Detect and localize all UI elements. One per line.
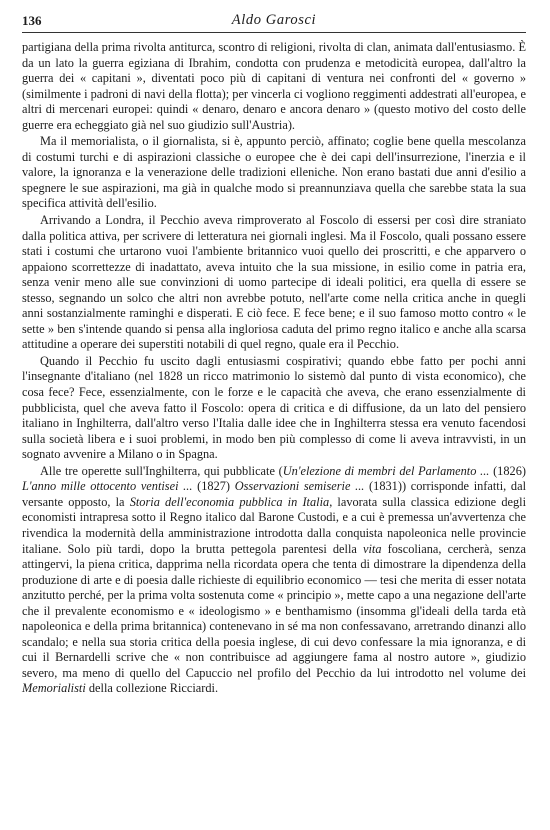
page-number: 136 [22,13,42,28]
text-run: (1827) [192,479,235,494]
work-title-storia-economia: Storia dell'economia pubblica in Italia [129,494,330,509]
page-header [22,12,526,33]
book-page [22,12,526,697]
text-run: Alle tre operette sull'Inghilterra, qui pubblicate ( [40,463,283,478]
work-title-memorialisti: Memorialisti [22,681,86,696]
text-run: , lavorata sulla classica edizione degli economisti intrapresa sotto il Regno italico dal Barone Custodi, e a cui è premessa un'avvertenza che rivendica la modernità della amministrazione introdotta dalla conquista napoleonica nelle provincie italiane. Solo più tardi, dopo la brutta pettegola parentesi della [22,494,527,556]
paragraph-3: Arrivando a Londra, il Pecchio aveva rimproverato al Foscolo di essersi per così dire straniato dalla politica attiva, per scrivere di letteratura nei giornali inglesi. Ma il Foscolo, quali possano essere stati i costumi che urtarono vuoi l'ambiente britannico vuoi quello dei proscritti, e che apparvero o appaiono scorrettezze di inadattato, aveva intuito che la sua missione, in esilio come in patria era, senza venir meno alle sue convinzioni di uomo partecipe di ideali politici, era quella di essere se stesso, segnando un solco che altri non avrebbe potuto, nell'arte come nella critica anche in quegli anni sostanzialmente raminghi e disperati. E ciò fece. E fece bene; e il suo famoso motto contro « le sette » ben s'intende quando si pensa alla ingloriosa caduta del primo regno italico e anche alla scarsa attitudine a operare dei superstiti notabili di quel regno, quale era il Pecchio. [22,213,526,352]
text-run: (1826) [489,463,526,478]
work-title-anno-mille: L'anno mille ottocento ventisei ... [22,479,193,494]
work-title-osservazioni: Osservazioni semiserie ... [234,479,365,494]
running-head-author: Aldo Garosci [231,12,317,28]
paragraph-4: Quando il Pecchio fu uscito dagli entusiasmi cospirativi; quando ebbe fatto per pochi anni l'insegnante d'italiano (nel 1828 un ricco matrimonio lo sistemò dal punto di vista economico), che cosa fece? Fece, essenzialmente, con le forze e le capacità che aveva, che erano essenzialmente di pubblicista, quel che aveva fatto il Foscolo: opera di critica e di diffusione, da un lato del pensiero italiano in Inghilterra, dall'altro verso l'Italia dalle idee che in Inghilterra stessa era venuto facendosi sulla società libera e i suoi problemi, in modo ben più complesso di come li aveva intravvisti, in un sognato avvenire a Milano o in Spagna. [22,353,526,462]
paragraph-1: partigiana della prima rivolta antiturca, scontro di religioni, rivolta di clan, animata dall'entusiasmo. È da un lato la guerra egiziana di Ibrahim, condotta con prudenza e metodicità europea, dall'altro la guerra dei « capitani », diventati poco più di capitani di ventura nei confronti del « governo » (similmente i padroni di navi della flotta); per vincerla ci vogliono reggimenti addestrati all'europea, e altri di mercenari europei: quindi « denaro, denaro e ancora denaro » (questo motivo del costo delle guerre era echeggiato già nel suo giudizio sull'Austria). [22,40,526,132]
text-run: della collezione Ricciardi. [85,681,219,696]
body-text [22,40,526,697]
work-title-elezione: Un'elezione di membri del Parlamento ... [282,463,490,478]
paragraph-2: Ma il memorialista, o il giornalista, si è, appunto perciò, affinato; coglie bene quella mescolanza di costumi turchi e di aspirazioni classiche o europee che è dei capi dell'insurrezione, l'inerzia e il valore, la ignoranza e la venerazione delle tradizioni elleniche. Non erano bastati due anni d'esilio a spegnere le sue aspirazioni, ma già in qualche modo si preannunziava quella che sarebbe stata la sua specifica attività dell'esilio. [22,134,526,211]
work-title-vita: vita [363,541,382,556]
text-run: foscoliana, cercherà, senza attingervi, la piena critica, dapprima nella ricordata opera che tenta di dimostrare la dipendenza della produzione di arte e di poesia dalle richieste di equilibrio economico — tesi che merita di esser notata anzitutto perché, per la prima volta sostenuta come « principio », mette capo a una negazione dell'arte che il prevalente economismo e « ideologismo » e benthamismo (insomma gl'ideali della tarda età napoleonica e della prima britannica) contenevano in sé ma non confessavano, arretrando dinanzi allo scandalo; e nella sua storia critica della poesia inglese, di cui devo confessare la mia ignoranza, e di cui il Bernardelli scrive che « non contribuisce ad aggiungere fama al nostro autore », giudizio severo, ma meno di quello del Capuccio nel profilo del Pecchio da lui introdotto nel volume dei [22,541,526,680]
paragraph-5 [22,464,526,697]
text-run: (1831)) corrisponde infatti, dal versante opposto, la [22,479,527,509]
